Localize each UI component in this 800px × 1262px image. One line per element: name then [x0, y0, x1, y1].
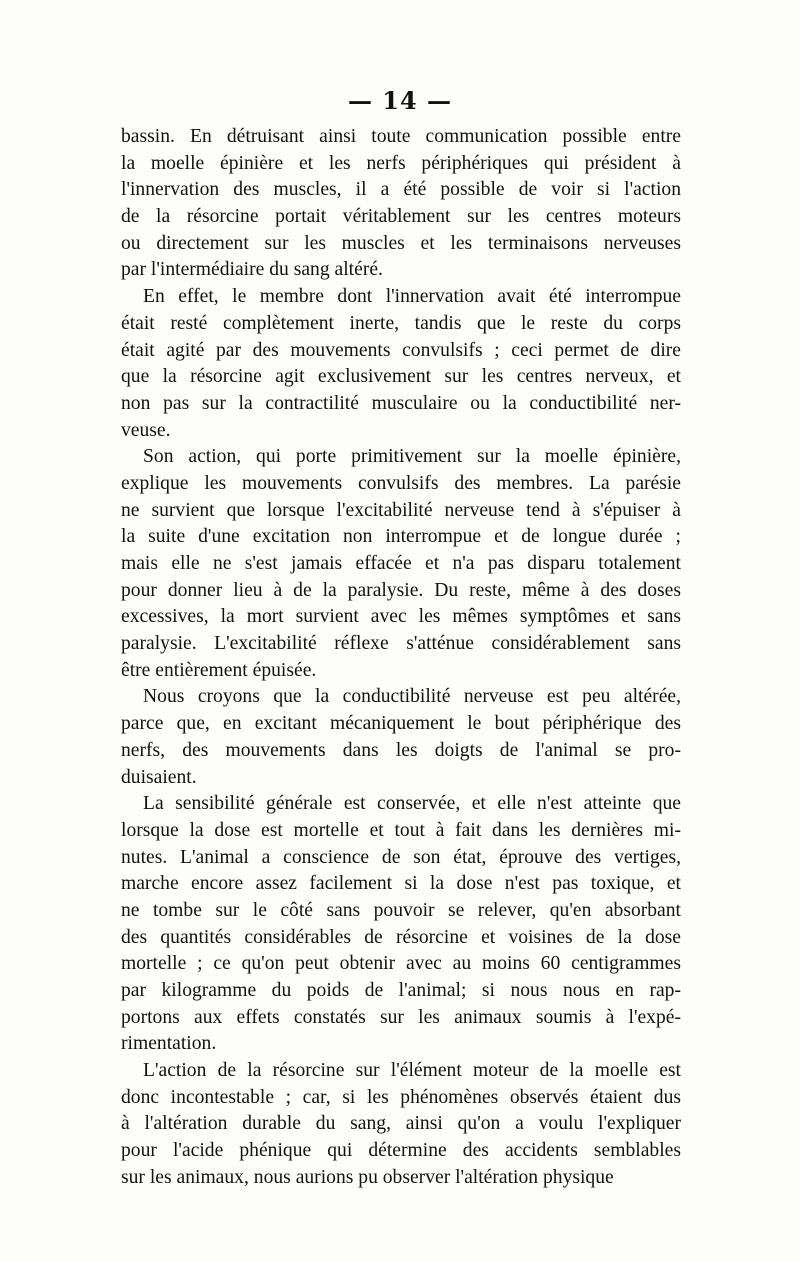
paragraph-p5 [121, 791, 681, 1058]
text-line: En effet, le membre dont l'innervation avait été interrompue [143, 286, 681, 308]
text-line: La sensibilité générale est conservée, et elle n'est atteinte que [143, 793, 681, 815]
text-line: pour donner lieu à de la paralysie. Du reste, même à des doses [121, 579, 681, 601]
text-line: à l'altération durable du sang, ainsi qu'on a voulu l'expliquer [121, 1113, 681, 1135]
paragraph-p2 [121, 284, 681, 444]
text-line: veuse. [121, 419, 171, 441]
text-line: la suite d'une excitation non interrompue et de longue durée ; [121, 526, 681, 548]
text-line: duisaient. [121, 766, 197, 788]
text-line: lorsque la dose est mortelle et tout à fait dans les dernières mi- [121, 819, 681, 841]
text-line: explique les mouvements convulsifs des membres. La parésie [121, 472, 681, 494]
text-line: des quantités considérables de résorcine et voisines de la dose [121, 926, 681, 948]
page-number: — 14 — [347, 86, 453, 115]
text-line: mortelle ; ce qu'on peut obtenir avec au moins 60 centigrammes [121, 953, 681, 975]
paragraph-p4 [121, 684, 681, 791]
text-line: la moelle épinière et les nerfs périphériques qui président à [121, 152, 681, 174]
text-line: ne survient que lorsque l'excitabilité nerveuse tend à s'épuiser à [121, 499, 681, 521]
text-line: ou directement sur les muscles et les terminaisons nerveuses [121, 232, 681, 254]
text-line: l'innervation des muscles, il a été possible de voir si l'action [121, 179, 681, 201]
text-line: était agité par des mouvements convulsifs ; ceci permet de dire [121, 339, 681, 361]
text-line: Son action, qui porte primitivement sur la moelle épinière, [143, 446, 681, 468]
text-line: était resté complètement inerte, tandis que le reste du corps [121, 312, 681, 334]
text-line: pour l'acide phénique qui détermine des accidents semblables [121, 1140, 681, 1162]
text-line: non pas sur la contractilité musculaire ou la conductibilité ner- [121, 392, 681, 414]
text-line: paralysie. L'excitabilité réflexe s'atténue considérablement sans [121, 633, 681, 655]
text-line: rimentation. [121, 1033, 217, 1055]
paragraph-p3 [121, 444, 681, 684]
text-line: portons aux effets constatés sur les animaux soumis à l'expé- [121, 1006, 681, 1028]
text-line: par l'intermédiaire du sang altéré. [121, 259, 383, 281]
text-line: ne tombe sur le côté sans pouvoir se relever, qu'en absorbant [121, 899, 681, 921]
text-line: L'action de la résorcine sur l'élément moteur de la moelle est [143, 1060, 681, 1082]
text-line: bassin. En détruisant ainsi toute communication possible entre [121, 126, 681, 147]
body-text [121, 124, 681, 1192]
text-line: mais elle ne s'est jamais effacée et n'a pas disparu totalement [121, 553, 681, 574]
text-line: marche encore assez facilement si la dose n'est pas toxique, et [121, 873, 681, 895]
paragraph-p6 [121, 1058, 681, 1191]
text-line: par kilogramme du poids de l'animal; si nous nous en rap- [121, 980, 681, 1001]
text-line: être entièrement épuisée. [121, 659, 317, 681]
paragraph-p1 [121, 124, 681, 284]
text-line: donc incontestable ; car, si les phénomènes observés étaient dus [121, 1086, 681, 1108]
text-line: de la résorcine portait véritablement sur les centres moteurs [121, 206, 681, 228]
text-line: nerfs, des mouvements dans les doigts de l'animal se pro- [121, 739, 681, 761]
text-line: que la résorcine agit exclusivement sur les centres nerveux, et [121, 366, 681, 388]
text-line: sur les animaux, nous aurions pu observer l'altération physique [121, 1166, 614, 1188]
text-line: nutes. L'animal a conscience de son état, éprouve des vertiges, [121, 846, 681, 868]
text-line: Nous croyons que la conductibilité nerveuse est peu altérée, [143, 686, 681, 708]
text-line: parce que, en excitant mécaniquement le bout périphérique des [121, 713, 681, 735]
text-line: excessives, la mort survient avec les mêmes symptômes et sans [121, 606, 681, 628]
